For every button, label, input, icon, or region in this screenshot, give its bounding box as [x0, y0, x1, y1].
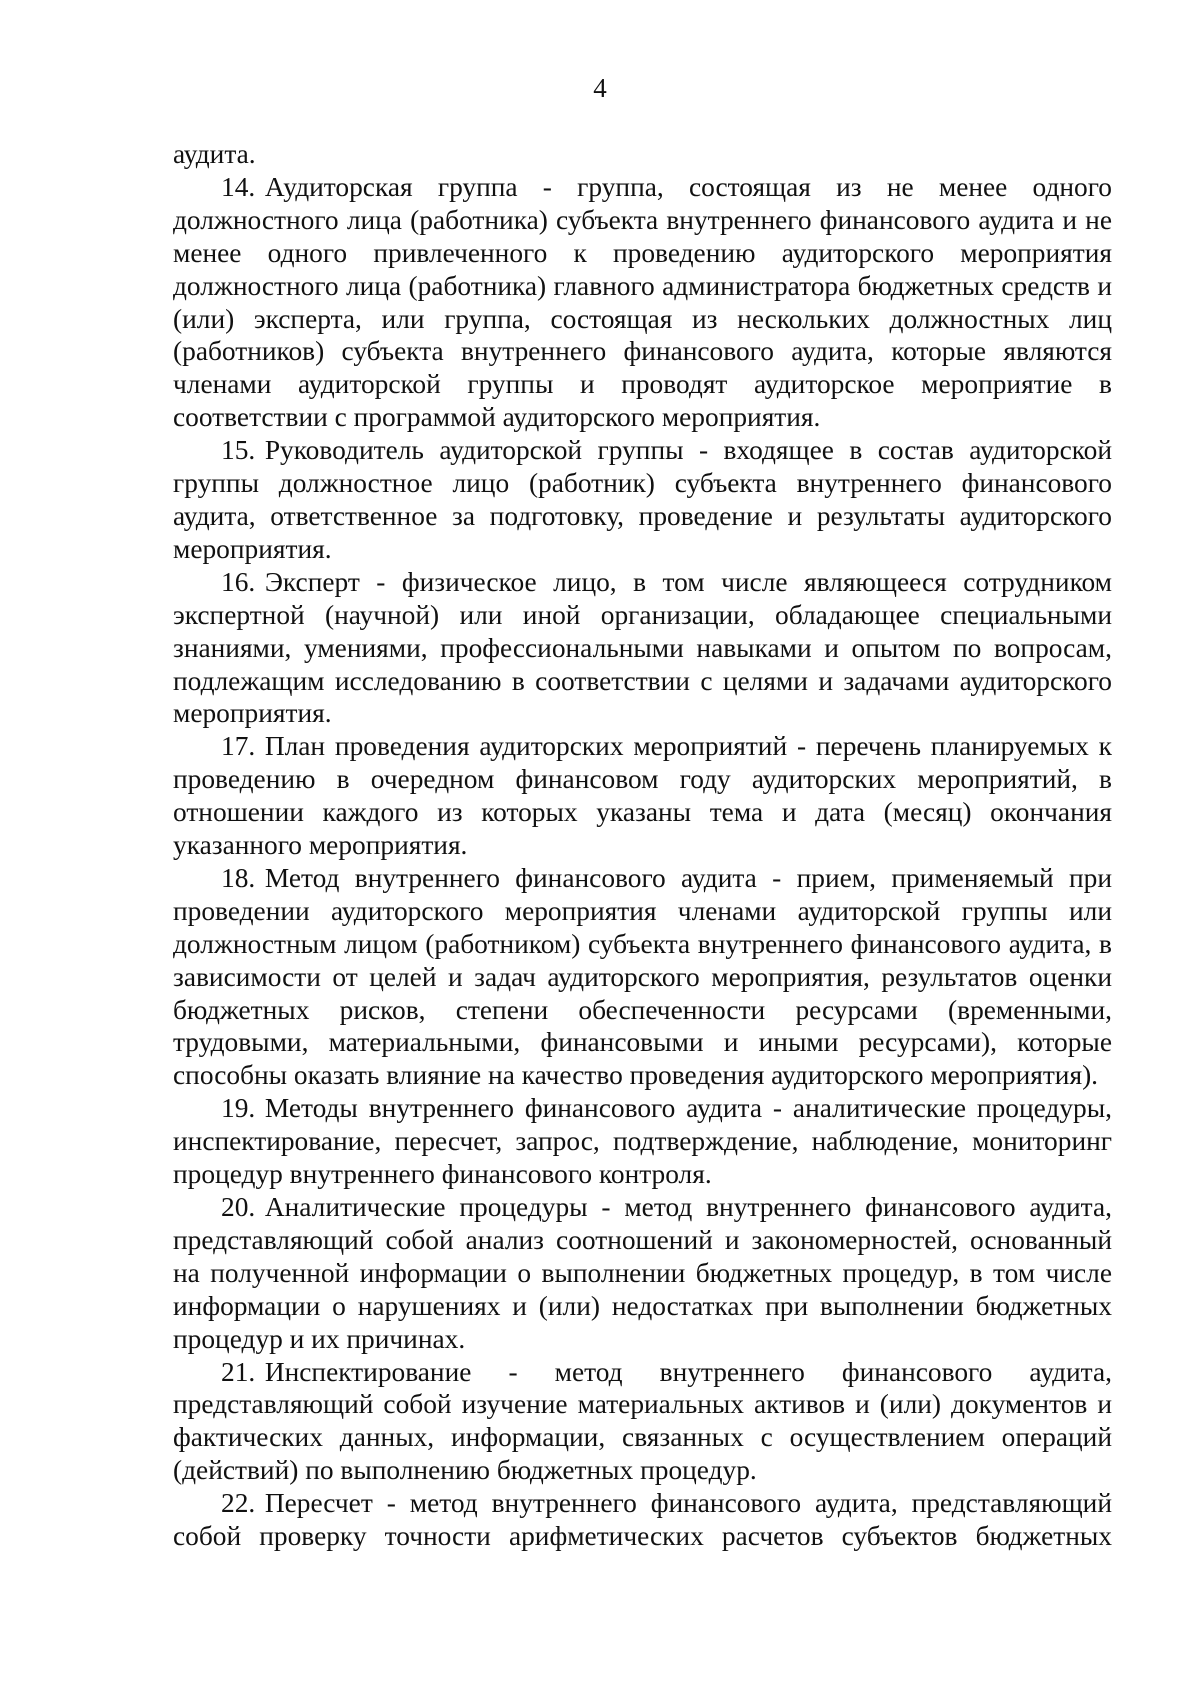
paragraph-number: 16. [221, 566, 256, 597]
paragraph-22 [173, 1487, 1112, 1553]
paragraph-number: 15. [221, 435, 256, 466]
paragraph-16 [173, 566, 1112, 731]
continuation-text: аудита. [173, 139, 256, 169]
paragraph-20 [173, 1191, 1112, 1356]
paragraph-text: Аудиторская группа - группа, состоящая из не менее одного должностного лица (работника) субъекта внутреннего финансового аудита и не менее одного привлеченного к проведению аудиторского мероприятия должностного лица (работника) главного администратора бюджетных средств и (или) эксперта, или группа, состоящая из нескольких должностных лиц (работников) субъекта внутреннего финансового аудита, которые являются членами аудиторской группы и проводят аудиторское мероприятие в соответствии с программой аудиторского мероприятия. [173, 171, 1112, 433]
paragraph-number: 21. [221, 1356, 256, 1387]
paragraph-text: Методы внутреннего финансового аудита - аналитические процедуры, инспектирование, пересчет, запрос, подтверждение, наблюдение, мониторинг процедур внутреннего финансового контроля. [173, 1093, 1112, 1190]
paragraph-21 [173, 1356, 1112, 1488]
page-number: 4 [593, 73, 607, 103]
paragraph-text: Руководитель аудиторской группы - входящее в состав аудиторской группы должностное лицо (работник) субъекта внутреннего финансового аудита, ответственное за подготовку, проведение и результаты аудиторского мероприятия. [173, 435, 1112, 564]
paragraph-text: Пересчет - метод внутреннего финансового аудита, представляющий собой проверку точности арифметических расчетов субъектов бюджетных [173, 1488, 1112, 1552]
paragraph-text: Аналитические процедуры - метод внутреннего финансового аудита, представляющий собой анализ соотношений и закономерностей, основанный на полученной информации о выполнении бюджетных процедур, в том числе информации о нарушениях и (или) недостатках при выполнении бюджетных процедур и их причинах. [173, 1192, 1112, 1354]
paragraph-17 [173, 730, 1112, 862]
paragraph-15 [173, 434, 1112, 566]
paragraph-19 [173, 1092, 1112, 1191]
paragraph-number: 22. [221, 1488, 256, 1519]
paragraph-text: План проведения аудиторских мероприятий - перечень планируемых к проведению в очередном финансовом году аудиторских мероприятий, в отношении каждого из которых указаны тема и дата (месяц) окончания указанного мероприятия. [173, 731, 1112, 861]
paragraph-number: 14. [221, 171, 256, 202]
paragraph-18 [173, 862, 1112, 1092]
paragraph-text: Метод внутреннего финансового аудита - прием, применяемый при проведении аудиторского мероприятия членами аудиторской группы или должностным лицом (работником) субъекта внутреннего финансового аудита, в зависимости от целей и задач аудиторского мероприятия, результатов оценки бюджетных рисков, степени обеспеченности ресурсами (временными, трудовыми, материальными, финансовыми и иными ресурсами), которые способны оказать влияние на качество проведения аудиторского мероприятия). [173, 862, 1112, 1091]
paragraph-number: 18. [221, 862, 256, 893]
paragraph-number: 19. [221, 1093, 256, 1124]
paragraph-14 [173, 171, 1112, 434]
paragraph-text: Инспектирование - метод внутреннего финансового аудита, представляющий собой изучение материальных активов и (или) документов и фактических данных, информации, связанных с осуществлением операций (действий) по выполнению бюджетных процедур. [173, 1356, 1112, 1486]
paragraph-number: 17. [221, 731, 256, 762]
paragraph-number: 20. [221, 1192, 256, 1222]
paragraph-text: Эксперт - физическое лицо, в том числе являющееся сотрудником экспертной (научной) или иной организации, обладающее специальными знаниями, умениями, профессиональными навыками и опытом по вопросам, подлежащим исследованию в соответствии с целями и задачами аудиторского мероприятия. [173, 566, 1112, 729]
document-body [173, 138, 1112, 1553]
